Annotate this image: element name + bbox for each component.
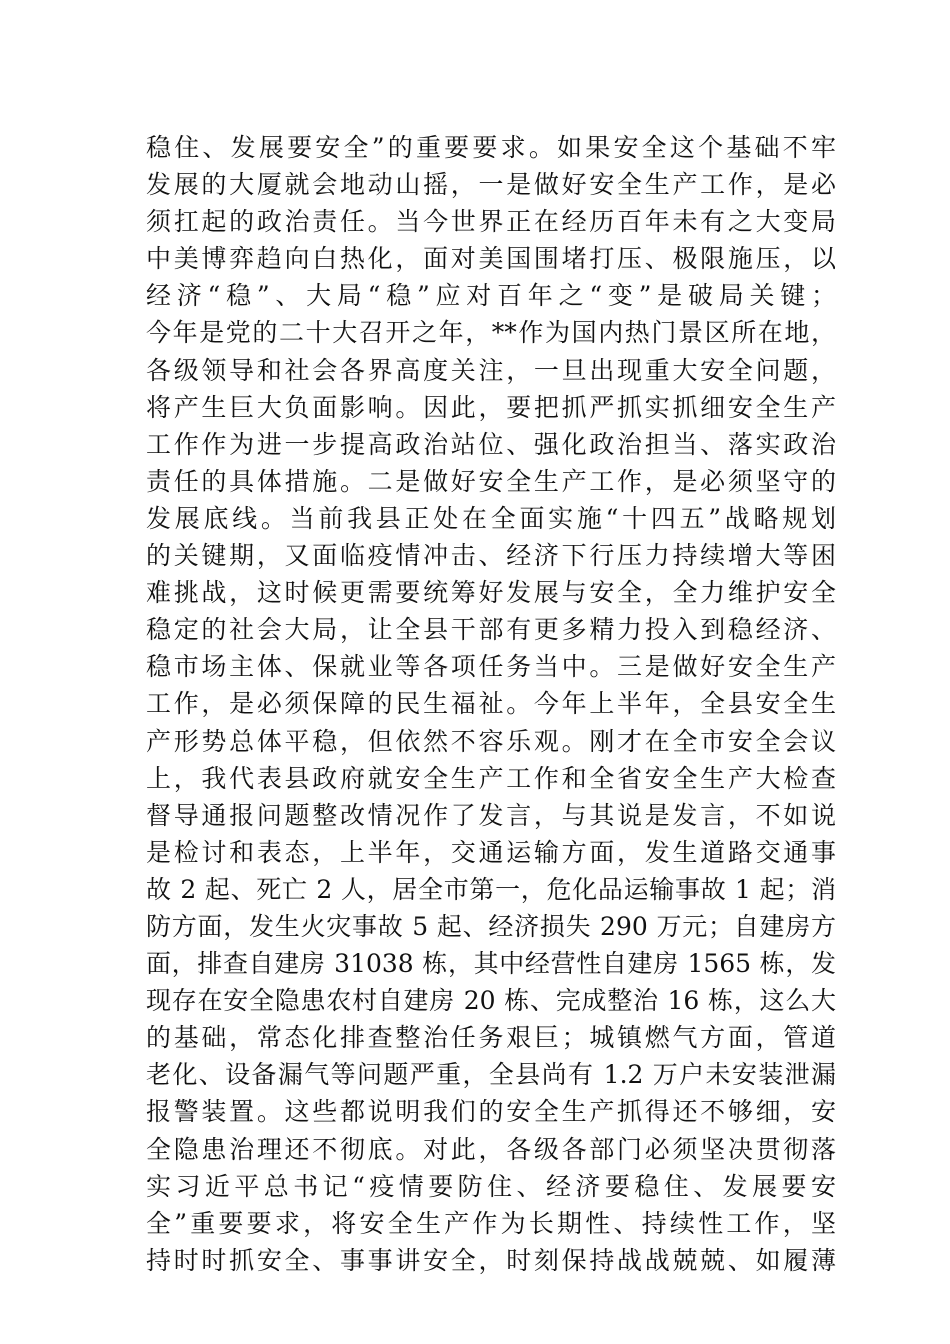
text-line: 发展底线。当前我县正处在全面实施“十四五”战略规划 [146, 503, 836, 533]
text-line: 稳定的社会大局，让全县干部有更多精力投入到稳经济、 [146, 615, 836, 645]
text-line: 须扛起的政治责任。当今世界正在经历百年未有之大变局 [146, 207, 836, 237]
text-line: 老化、设备漏气等问题严重，全县尚有 1.2 万户未安装泄漏 [146, 1060, 836, 1090]
text-line: 发展的大厦就会地动山摇，一是做好安全生产工作，是必 [146, 170, 836, 200]
text-line: 的关键期，又面临疫情冲击、经济下行压力持续增大等困 [146, 541, 836, 571]
text-line: 面，排查自建房 31038 栋，其中经营性自建房 1565 栋，发 [146, 949, 836, 979]
text-line: 全”重要要求，将安全生产作为长期性、持续性工作，坚 [146, 1208, 836, 1238]
body-text [146, 129, 836, 1279]
text-line: 上，我代表县政府就安全生产工作和全省安全生产大检查 [146, 763, 836, 793]
text-line: 是检讨和表态，上半年，交通运输方面，发生道路交通事 [146, 837, 836, 867]
text-line: 各级领导和社会各界高度关注，一旦出现重大安全问题， [146, 355, 836, 385]
text-line: 故 2 起、死亡 2 人，居全市第一，危化品运输事故 1 起；消 [146, 874, 836, 904]
text-line: 持时时抓安全、事事讲安全，时刻保持战战兢兢、如履薄 [146, 1245, 836, 1275]
text-line: 现存在安全隐患农村自建房 20 栋、完成整治 16 栋，这么大 [146, 986, 836, 1016]
text-line: 全隐患治理还不彻底。对此，各级各部门必须坚决贯彻落 [146, 1134, 836, 1164]
text-line: 经济“稳”、大局“稳”应对百年之“变”是破局关键； [146, 281, 836, 311]
text-line: 责任的具体措施。二是做好安全生产工作，是必须坚守的 [146, 466, 836, 496]
text-line: 实习近平总书记“疫情要防住、经济要稳住、发展要安 [146, 1171, 836, 1201]
text-line: 的基础，常态化排查整治任务艰巨；城镇燃气方面，管道 [146, 1023, 836, 1053]
text-line: 督导通报问题整改情况作了发言，与其说是发言，不如说 [146, 800, 836, 830]
text-line: 防方面，发生火灾事故 5 起、经济损失 290 万元；自建房方 [146, 911, 836, 941]
text-line: 报警装置。这些都说明我们的安全生产抓得还不够细，安 [146, 1097, 836, 1127]
text-line: 稳市场主体、保就业等各项任务当中。三是做好安全生产 [146, 652, 836, 682]
text-line: 中美博弈趋向白热化，面对美国围堵打压、极限施压，以 [146, 244, 836, 274]
text-line: 工作作为进一步提高政治站位、强化政治担当、落实政治 [146, 429, 836, 459]
text-line: 稳住、发展要安全”的重要要求。如果安全这个基础不牢 [146, 133, 836, 162]
text-line: 难挑战，这时候更需要统筹好发展与安全，全力维护安全 [146, 578, 836, 608]
text-line: 工作，是必须保障的民生福祉。今年上半年，全县安全生 [146, 689, 836, 719]
text-line: 产形势总体平稳，但依然不容乐观。刚才在全市安全会议 [146, 726, 836, 756]
text-line: 将产生巨大负面影响。因此，要把抓严抓实抓细安全生产 [146, 392, 836, 422]
text-line: 今年是党的二十大召开之年，**作为国内热门景区所在地， [146, 318, 836, 348]
